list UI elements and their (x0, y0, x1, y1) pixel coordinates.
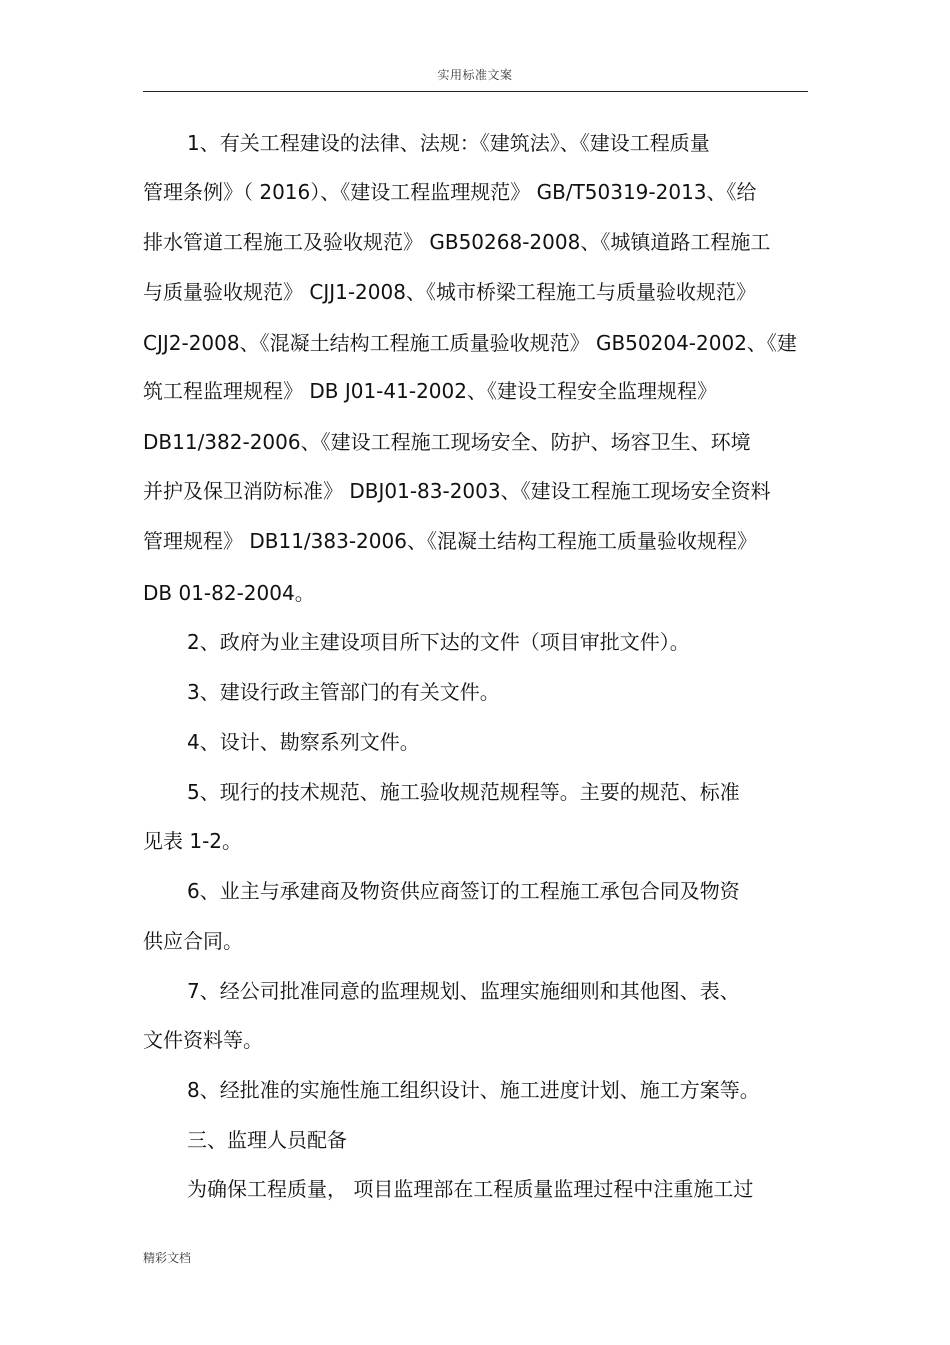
body-line: 供应合同。 (143, 929, 243, 953)
body-line: 3、建设行政主管部门的有关文件。 (187, 680, 500, 704)
body-line: 管理条例》（ 2016）、《建设工程监理规范》 GB/T50319-2013、《给 (143, 180, 757, 204)
body-line: 5、现行的技术规范、施工验收规范规程等。主要的规范、标准 (187, 780, 740, 804)
section-heading: 三、监理人员配备 (187, 1128, 347, 1152)
page-footer-label: 精彩文档 (143, 1251, 192, 1265)
header-divider (143, 91, 808, 92)
body-line: 文件资料等。 (143, 1028, 263, 1052)
body-line: 为确保工程质量， 项目监理部在工程质量监理过程中注重施工过 (187, 1177, 754, 1201)
body-line: 管理规程》 DB11/383-2006、《混凝土结构工程施工质量验收规程》 (143, 529, 757, 553)
body-line: CJJ2-2008、《混凝土结构工程施工质量验收规范》 GB50204-2002、《建 (143, 331, 797, 355)
page-header-title: 实用标准文案 (437, 68, 513, 82)
body-line: 1、有关工程建设的法律、法规：《建筑法》、《建设工程质量 (187, 131, 710, 155)
body-line: 筑工程监理规程》 DB J01-41-2002、《建设工程安全监理规程》 (143, 379, 717, 403)
body-line: 见表 1-2。 (143, 829, 243, 853)
body-line: 4、设计、勘察系列文件。 (187, 730, 420, 754)
body-line: 并护及保卫消防标准》 DBJ01-83-2003、《建设工程施工现场安全资料 (143, 479, 771, 503)
body-line: 6、业主与承建商及物资供应商签订的工程施工承包合同及物资 (187, 879, 740, 903)
body-line: 与质量验收规范》 CJJ1-2008、《城市桥梁工程施工与质量验收规范》 (143, 280, 756, 304)
body-line: 8、经批准的实施性施工组织设计、施工进度计划、施工方案等。 (187, 1078, 760, 1102)
body-line: 7、经公司批准同意的监理规划、监理实施细则和其他图、表、 (187, 979, 740, 1003)
body-line: DB 01-82-2004。 (143, 581, 315, 605)
body-line: DB11/382-2006、《建设工程施工现场安全、防护、场容卫生、环境 (143, 430, 751, 454)
body-line: 排水管道工程施工及验收规范》 GB50268-2008、《城镇道路工程施工 (143, 230, 771, 254)
body-line: 2、政府为业主建设项目所下达的文件（项目审批文件）。 (187, 630, 690, 654)
